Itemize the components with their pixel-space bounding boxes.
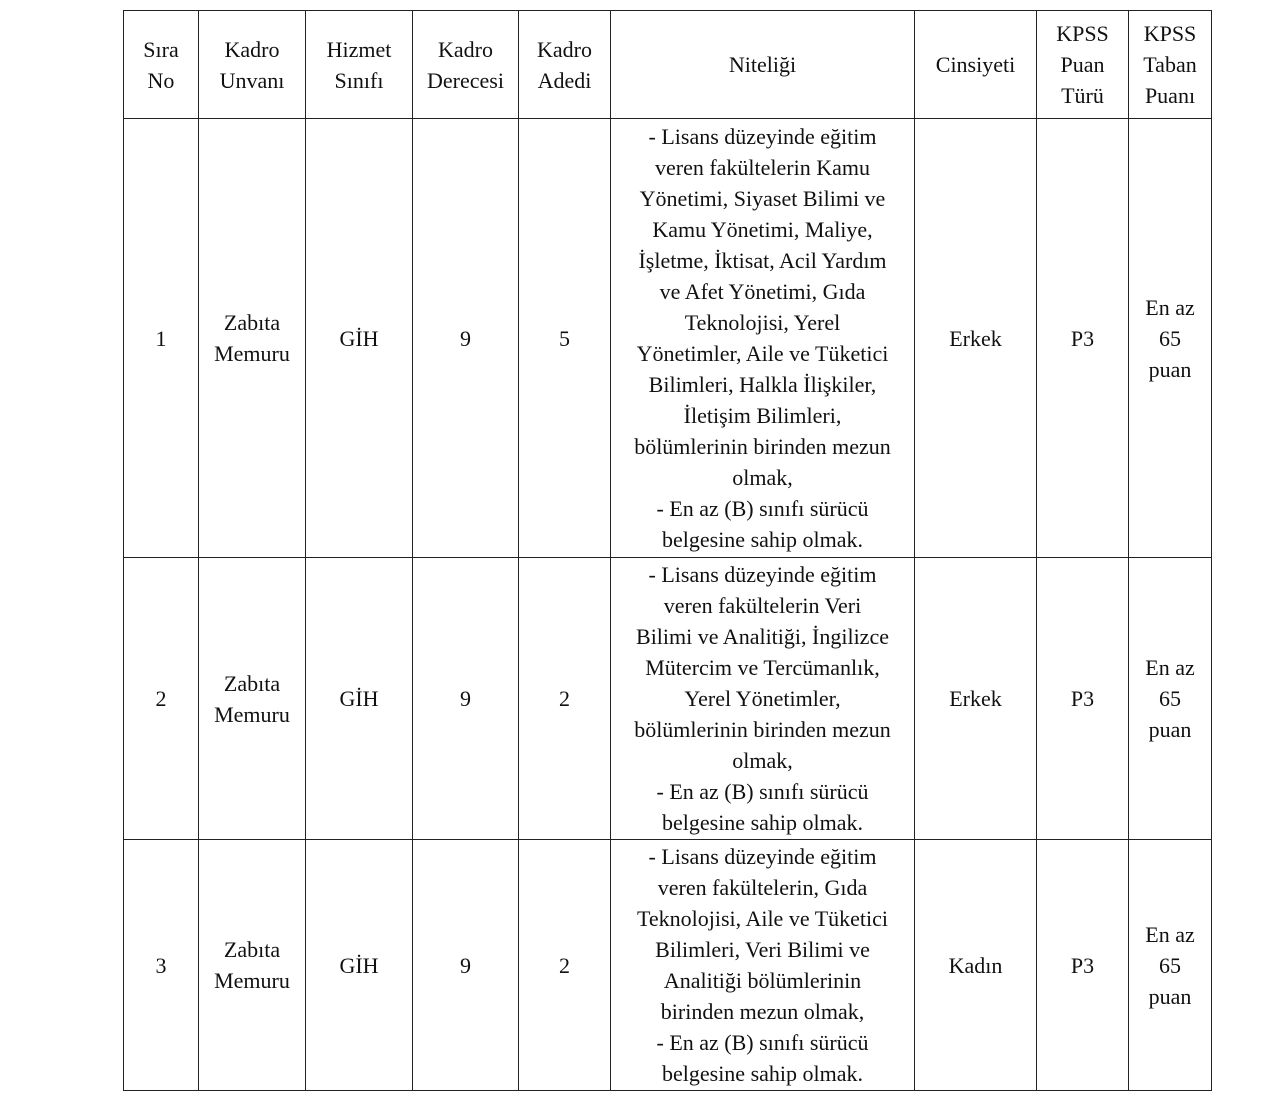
header-kpss-taban-puani: KPSS Taban Puanı [1129, 11, 1212, 119]
cell-cinsiyeti: Erkek [915, 558, 1037, 840]
header-kpss-puan-turu: KPSS Puan Türü [1037, 11, 1129, 119]
cell-kadro-adedi: 2 [519, 558, 611, 840]
cell-kadro-adedi: 5 [519, 119, 611, 558]
cell-niteligi: - Lisans düzeyinde eğitim veren fakültelerin Kamu Yönetimi, Siyaset Bilimi ve Kamu Yönetimi, Maliye, İşletme, İktisat, Acil Yardım ve Afet Yönetimi, Gıda Teknolojisi, Yerel Yönetimler, Aile ve Tüketici Bilimleri, Halkla İlişkiler, İletişim Bilimleri, bölümlerinin birinden mezun olmak, - En az (B) sınıfı sürücü belgesine sahip olmak. [611, 119, 915, 558]
cell-hizmet-sinifi: GİH [306, 558, 413, 840]
cell-sira-no: 1 [124, 119, 199, 558]
cell-kadro-unvani: Zabıta Memuru [199, 558, 306, 840]
header-cinsiyeti: Cinsiyeti [915, 11, 1037, 119]
header-sira-no: Sıra No [124, 11, 199, 119]
cell-cinsiyeti: Kadın [915, 840, 1037, 1091]
cell-kadro-derecesi: 9 [413, 840, 519, 1091]
cell-kadro-unvani: Zabıta Memuru [199, 840, 306, 1091]
table-row [124, 558, 1212, 840]
cell-sira-no: 3 [124, 840, 199, 1091]
header-kadro-derecesi: Kadro Derecesi [413, 11, 519, 119]
cell-niteligi: - Lisans düzeyinde eğitim veren fakültelerin Veri Bilimi ve Analitiği, İngilizce Mütercim ve Tercümanlık, Yerel Yönetimler, bölümlerinin birinden mezun olmak, - En az (B) sınıfı sürücü belgesine sahip olmak. [611, 558, 915, 840]
cell-kpss-taban-puani: En az 65 puan [1129, 840, 1212, 1091]
cell-kpss-puan-turu: P3 [1037, 558, 1129, 840]
cell-hizmet-sinifi: GİH [306, 119, 413, 558]
header-kadro-unvani: Kadro Unvanı [199, 11, 306, 119]
cell-kadro-derecesi: 9 [413, 558, 519, 840]
cell-kadro-adedi: 2 [519, 840, 611, 1091]
cell-kpss-puan-turu: P3 [1037, 840, 1129, 1091]
header-kadro-adedi: Kadro Adedi [519, 11, 611, 119]
header-hizmet-sinifi: Hizmet Sınıfı [306, 11, 413, 119]
kadro-table [123, 10, 1212, 1091]
cell-kpss-taban-puani: En az 65 puan [1129, 558, 1212, 840]
cell-niteligi: - Lisans düzeyinde eğitim veren fakültelerin, Gıda Teknolojisi, Aile ve Tüketici Bilimleri, Veri Bilimi ve Analitiği bölümlerinin birinden mezun olmak, - En az (B) sınıfı sürücü belgesine sahip olmak. [611, 840, 915, 1091]
header-niteligi: Niteliği [611, 11, 915, 119]
cell-sira-no: 2 [124, 558, 199, 840]
cell-kpss-taban-puani: En az 65 puan [1129, 119, 1212, 558]
cell-kadro-derecesi: 9 [413, 119, 519, 558]
table-header-row [124, 11, 1212, 119]
table-row [124, 840, 1212, 1091]
cell-cinsiyeti: Erkek [915, 119, 1037, 558]
cell-kadro-unvani: Zabıta Memuru [199, 119, 306, 558]
cell-hizmet-sinifi: GİH [306, 840, 413, 1091]
table-row [124, 119, 1212, 558]
cell-kpss-puan-turu: P3 [1037, 119, 1129, 558]
